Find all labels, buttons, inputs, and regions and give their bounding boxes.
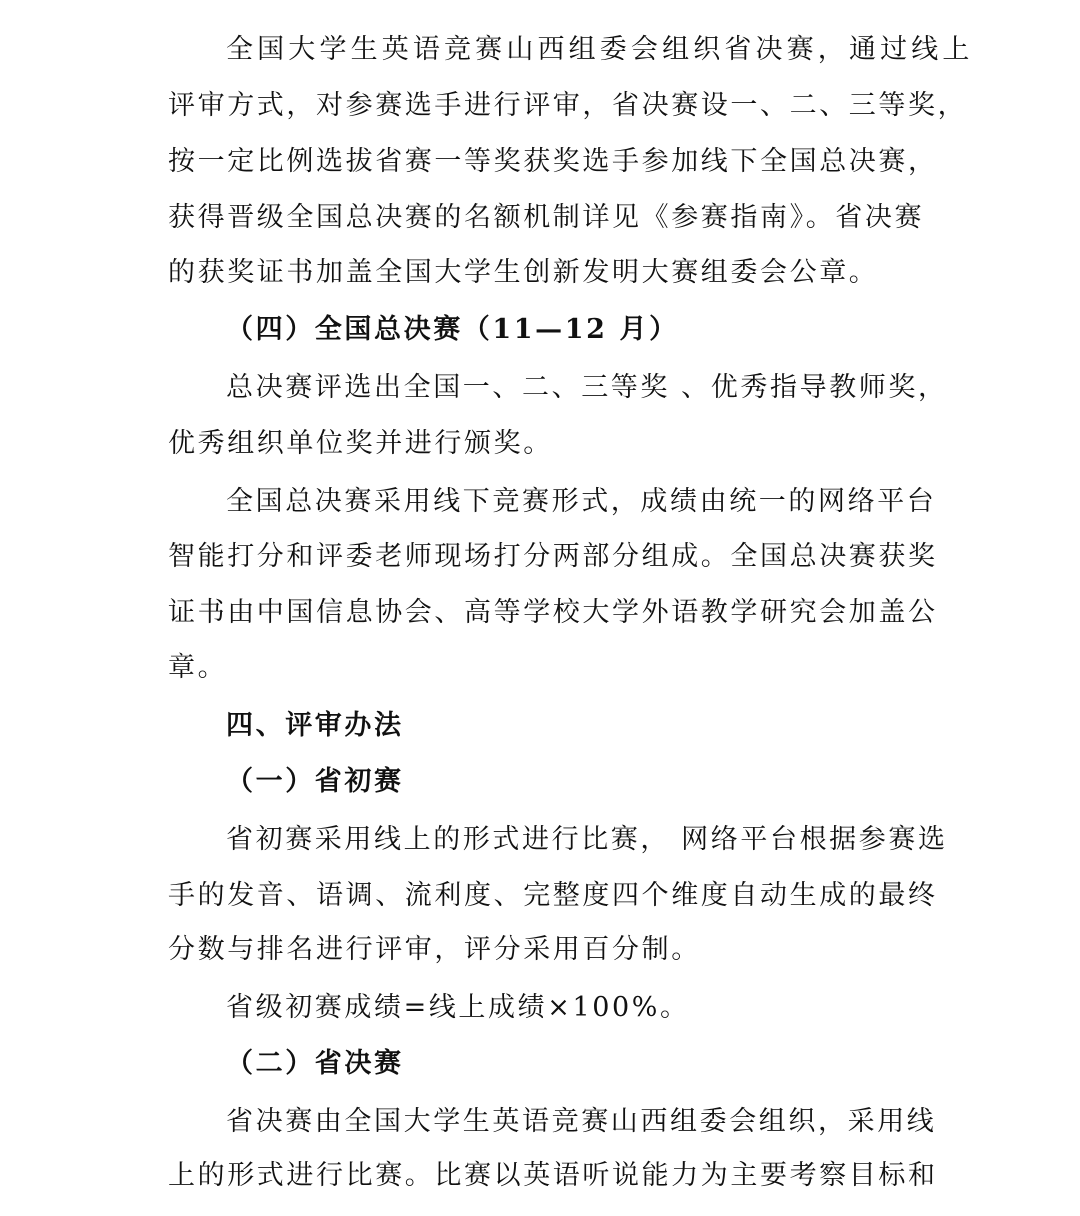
section-heading: 四、评审办法	[226, 710, 404, 741]
paragraph-line: 全国大学生英语竞赛山西组委会组织省决赛，通过线上	[226, 34, 972, 65]
paragraph-line: 章。	[168, 652, 228, 683]
subsection-heading: （二）省决赛	[226, 1048, 404, 1079]
paragraph-line: 全国总决赛采用线下竞赛形式，成绩由统一的网络平台	[226, 486, 937, 517]
section-heading: （四）全国总决赛（11—12 月）	[226, 314, 679, 345]
paragraph-line: 的获奖证书加盖全国大学生创新发明大赛组委会公章。	[168, 257, 879, 288]
paragraph-line: 上的形式进行比赛。比赛以英语听说能力为主要考察目标和	[168, 1160, 938, 1191]
subsection-heading: （一）省初赛	[226, 766, 404, 797]
paragraph-line: 按一定比例选拔省赛一等奖获奖选手参加线下全国总决赛，	[168, 146, 938, 177]
formula-line: 省级初赛成绩=线上成绩×100%。	[226, 992, 690, 1023]
paragraph-line: 优秀组织单位奖并进行颁奖。	[168, 428, 553, 459]
paragraph-line: 智能打分和评委老师现场打分两部分组成。全国总决赛获奖	[168, 541, 938, 572]
paragraph-line: 省初赛采用线上的形式进行比赛， 网络平台根据参赛选	[226, 824, 948, 855]
paragraph-line: 获得晋级全国总决赛的名额机制详见《参赛指南》。省决赛	[168, 202, 925, 233]
paragraph-line: 证书由中国信息协会、高等学校大学外语教学研究会加盖公	[168, 597, 938, 628]
paragraph-line: 总决赛评选出全国一、二、三等奖 、优秀指导教师奖，	[226, 372, 948, 403]
paragraph-line: 省决赛由全国大学生英语竞赛山西组委会组织，采用线	[226, 1106, 937, 1137]
paragraph-line: 分数与排名进行评审，评分采用百分制。	[168, 934, 701, 965]
paragraph-line: 评审方式，对参赛选手进行评审，省决赛设一、二、三等奖，	[168, 90, 968, 121]
paragraph-line: 手的发音、语调、流利度、完整度四个维度自动生成的最终	[168, 880, 938, 911]
